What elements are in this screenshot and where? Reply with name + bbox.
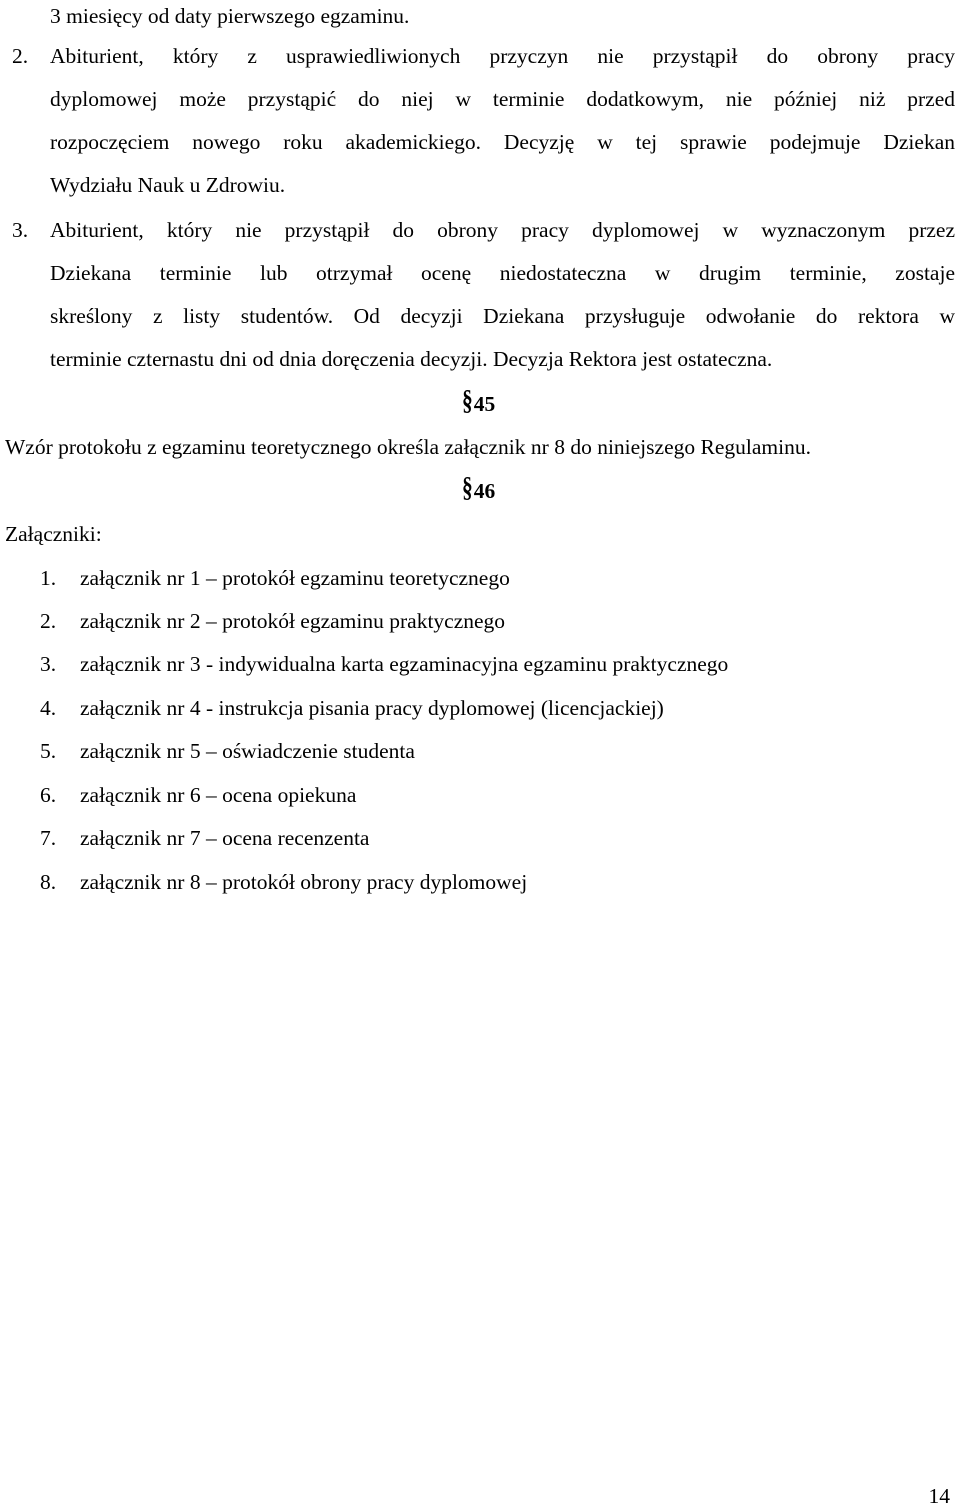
item-3-number: 3. [12,218,29,242]
attachment-item: załącznik nr 8 – protokół obrony pracy dyplomowej [80,870,528,894]
attachment-number: 2. [40,609,57,633]
attachment-item: załącznik nr 6 – ocena opiekuna [80,783,357,807]
continuation-line: 3 miesięcy od daty pierwszego egzaminu. [50,4,410,28]
section-sign: § [462,470,473,504]
attachment-number: 1. [40,566,57,590]
attachment-number: 3. [40,652,57,676]
attachment-number: 7. [40,826,57,850]
attachment-item: załącznik nr 5 – oświadczenie studenta [80,739,415,763]
attachments-heading: Załączniki: [5,522,102,546]
attachment-item: załącznik nr 4 - instrukcja pisania pracy dyplomowej (licencjackiej) [80,696,664,720]
attachment-number: 8. [40,870,57,894]
page-number: 14 [928,1484,950,1508]
attachment-number: 5. [40,739,57,763]
attachment-item: załącznik nr 3 - indywidualna karta egzaminacyjna egzaminu praktycznego [80,652,729,676]
attachment-number: 4. [40,696,57,720]
section-sign: § [462,383,473,417]
section-45-number: 45 [473,392,496,416]
item-2-line-2: dyplomowej może przystąpić do niej w terminie dodatkowym, nie później niż przed [50,87,955,111]
item-2-line-3: rozpoczęciem nowego roku akademickiego. Decyzję w tej sprawie podejmuje Dziekan [50,130,955,154]
attachment-item: załącznik nr 1 – protokół egzaminu teoretycznego [80,566,510,590]
item-3-line-2: Dziekana terminie lub otrzymał ocenę niedostateczna w drugim terminie, zostaje [50,261,955,285]
section-46-number: 46 [473,479,496,503]
section-45-heading [462,383,496,417]
section-46-heading [462,470,496,504]
attachment-item: załącznik nr 2 – protokół egzaminu praktycznego [80,609,506,633]
item-2-line-1: Abiturient, który z usprawiedliwionych przyczyn nie przystąpił do obrony pracy [50,44,955,68]
item-3-line-3: skreślony z listy studentów. Od decyzji Dziekana przysługuje odwołanie do rektora w [50,304,955,328]
item-2-number: 2. [12,44,29,68]
item-3-line-4: terminie czternastu dni od dnia doręczenia decyzji. Decyzja Rektora jest ostateczna. [50,347,773,371]
attachment-item: załącznik nr 7 – ocena recenzenta [80,826,370,850]
item-2-line-4: Wydziału Nauk u Zdrowiu. [50,173,286,197]
item-3-line-1: Abiturient, który nie przystąpił do obrony pracy dyplomowej w wyznaczonym przez [50,218,955,242]
section-45-text: Wzór protokołu z egzaminu teoretycznego określa załącznik nr 8 do niniejszego Regulaminu. [5,435,811,459]
attachment-number: 6. [40,783,57,807]
